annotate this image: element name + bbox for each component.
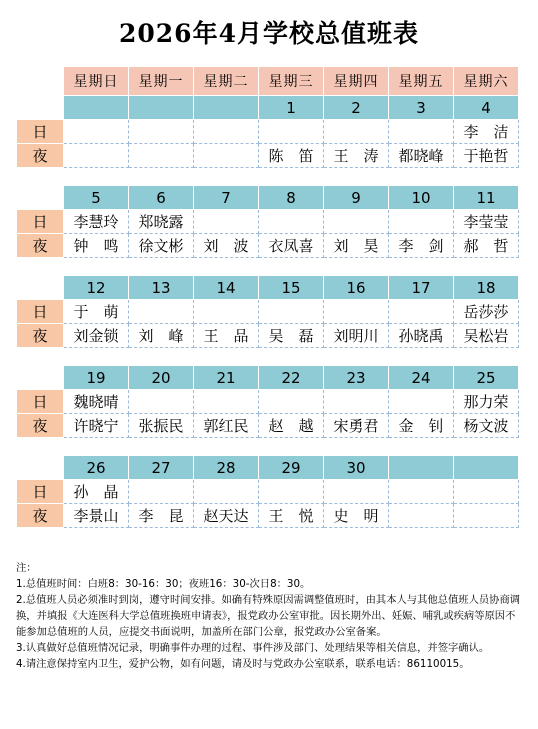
note-item: 4.请注意保持室内卫生，爱护公物，如有问题，请及时与党政办公室联系，联系电话：86110015。 xyxy=(16,658,470,670)
date-cell: 30 xyxy=(324,456,389,480)
date-cell: 13 xyxy=(129,276,194,300)
night-duty-cell: 于艳哲 xyxy=(454,144,519,168)
night-duty-cell: 王 品 xyxy=(194,324,259,348)
day-duty-cell xyxy=(129,480,194,504)
night-duty-cell: 李景山 xyxy=(64,504,129,528)
day-duty-cell xyxy=(194,300,259,324)
date-cell: 15 xyxy=(259,276,324,300)
date-cell: 14 xyxy=(194,276,259,300)
night-shift-label: 夜 xyxy=(17,144,64,168)
day-duty-cell xyxy=(389,120,454,144)
night-shift-row xyxy=(17,234,519,258)
date-cell: 27 xyxy=(129,456,194,480)
day-duty-cell: 于 萌 xyxy=(64,300,129,324)
date-row xyxy=(17,186,519,210)
night-duty-cell: 吴 磊 xyxy=(259,324,324,348)
date-cell xyxy=(129,96,194,120)
week-spacer xyxy=(17,438,519,456)
night-duty-cell: 刘 峰 xyxy=(129,324,194,348)
day-duty-cell xyxy=(389,300,454,324)
night-shift-row xyxy=(17,144,519,168)
day-duty-cell xyxy=(324,120,389,144)
night-duty-cell: 赵天达 xyxy=(194,504,259,528)
date-cell: 21 xyxy=(194,366,259,390)
date-row-corner xyxy=(17,276,64,300)
date-cell: 9 xyxy=(324,186,389,210)
night-duty-cell: 刘 昊 xyxy=(324,234,389,258)
date-cell: 11 xyxy=(454,186,519,210)
night-duty-cell: 许晓宁 xyxy=(64,414,129,438)
weekday-header-row xyxy=(17,67,519,96)
date-cell: 10 xyxy=(389,186,454,210)
night-duty-cell: 宋勇君 xyxy=(324,414,389,438)
duty-schedule-table xyxy=(16,66,519,528)
spacer-cell xyxy=(17,438,64,456)
day-duty-cell xyxy=(194,480,259,504)
day-duty-cell xyxy=(454,480,519,504)
day-duty-cell xyxy=(324,300,389,324)
day-duty-cell: 那力荣 xyxy=(454,390,519,414)
spacer-cell xyxy=(17,168,64,186)
day-duty-cell xyxy=(259,480,324,504)
day-duty-cell xyxy=(389,390,454,414)
day-duty-cell xyxy=(64,120,129,144)
night-duty-cell: 赵 越 xyxy=(259,414,324,438)
night-duty-cell: 刘明川 xyxy=(324,324,389,348)
night-duty-cell: 张振民 xyxy=(129,414,194,438)
date-cell: 16 xyxy=(324,276,389,300)
night-duty-cell xyxy=(194,144,259,168)
night-duty-cell xyxy=(64,144,129,168)
night-shift-row xyxy=(17,324,519,348)
day-shift-label: 日 xyxy=(17,390,64,414)
spacer-cell xyxy=(17,348,64,366)
day-duty-cell: 李莹莹 xyxy=(454,210,519,234)
weekday-header: 星期一 xyxy=(129,67,194,96)
night-shift-label: 夜 xyxy=(17,324,64,348)
day-duty-cell xyxy=(259,210,324,234)
date-cell: 5 xyxy=(64,186,129,210)
date-row xyxy=(17,96,519,120)
note-item: 2.总值班人员必须准时到岗，遵守时间安排。如确有特殊原因需调整值班时，由其本人与其他总值班人员协商调换，并填报《大连医科大学总值班换班申请表》，报党政办公室审批。因长期外出、妊娠、哺乳或疾病等原因不能参加总值班的人员，应提交书面说明，加盖所在部门公章，报党政办公室备案。 xyxy=(16,594,521,638)
day-duty-cell: 岳莎莎 xyxy=(454,300,519,324)
date-cell xyxy=(194,96,259,120)
date-cell: 26 xyxy=(64,456,129,480)
night-duty-cell: 杨文波 xyxy=(454,414,519,438)
day-duty-cell: 李 洁 xyxy=(454,120,519,144)
night-duty-cell: 李 剑 xyxy=(389,234,454,258)
date-cell xyxy=(64,96,129,120)
day-duty-cell xyxy=(389,210,454,234)
day-duty-cell xyxy=(324,480,389,504)
date-cell: 23 xyxy=(324,366,389,390)
date-row-corner xyxy=(17,456,64,480)
day-duty-cell: 郑晓露 xyxy=(129,210,194,234)
night-duty-cell: 衣凤喜 xyxy=(259,234,324,258)
night-duty-cell: 孙晓禹 xyxy=(389,324,454,348)
day-shift-row xyxy=(17,480,519,504)
day-shift-row xyxy=(17,210,519,234)
night-duty-cell: 吴松岩 xyxy=(454,324,519,348)
date-cell: 8 xyxy=(259,186,324,210)
day-shift-row xyxy=(17,390,519,414)
date-cell: 17 xyxy=(389,276,454,300)
night-shift-row xyxy=(17,414,519,438)
weekday-header: 星期五 xyxy=(389,67,454,96)
night-duty-cell: 陈 笛 xyxy=(259,144,324,168)
week-spacer xyxy=(17,348,519,366)
day-duty-cell xyxy=(259,390,324,414)
spacer-cell xyxy=(64,168,519,186)
date-cell: 7 xyxy=(194,186,259,210)
notes-heading: 注： xyxy=(16,562,37,574)
night-duty-cell: 金 钊 xyxy=(389,414,454,438)
date-cell: 6 xyxy=(129,186,194,210)
date-cell xyxy=(389,456,454,480)
night-duty-cell: 王 涛 xyxy=(324,144,389,168)
day-shift-label: 日 xyxy=(17,120,64,144)
day-duty-cell xyxy=(324,390,389,414)
day-duty-cell xyxy=(389,480,454,504)
day-duty-cell xyxy=(129,390,194,414)
day-duty-cell: 孙 晶 xyxy=(64,480,129,504)
day-duty-cell xyxy=(129,120,194,144)
night-duty-cell: 钟 鸣 xyxy=(64,234,129,258)
date-row xyxy=(17,276,519,300)
week-spacer xyxy=(17,168,519,186)
note-item: 1.总值班时间：白班8：30-16：30；夜班16：30-次日8：30。 xyxy=(16,578,311,590)
night-duty-cell xyxy=(454,504,519,528)
weekday-header: 星期日 xyxy=(64,67,129,96)
night-duty-cell xyxy=(389,504,454,528)
date-cell: 25 xyxy=(454,366,519,390)
night-duty-cell: 刘 波 xyxy=(194,234,259,258)
date-cell: 1 xyxy=(259,96,324,120)
night-duty-cell: 郭红民 xyxy=(194,414,259,438)
night-shift-label: 夜 xyxy=(17,504,64,528)
weekday-header: 星期二 xyxy=(194,67,259,96)
spacer-cell xyxy=(64,258,519,276)
date-cell: 4 xyxy=(454,96,519,120)
weekday-header: 星期四 xyxy=(324,67,389,96)
date-cell: 24 xyxy=(389,366,454,390)
night-shift-label: 夜 xyxy=(17,414,64,438)
night-duty-cell: 王 悦 xyxy=(259,504,324,528)
day-duty-cell xyxy=(324,210,389,234)
day-shift-label: 日 xyxy=(17,210,64,234)
date-row xyxy=(17,456,519,480)
page-title: 2026年4月学校总值班表 xyxy=(119,19,419,48)
spacer-cell xyxy=(64,348,519,366)
day-duty-cell xyxy=(194,390,259,414)
day-shift-label: 日 xyxy=(17,300,64,324)
day-duty-cell: 李慧玲 xyxy=(64,210,129,234)
day-shift-row xyxy=(17,120,519,144)
night-shift-row xyxy=(17,504,519,528)
day-duty-cell xyxy=(259,120,324,144)
night-duty-cell: 史 明 xyxy=(324,504,389,528)
day-duty-cell xyxy=(129,300,194,324)
weekday-header: 星期六 xyxy=(454,67,519,96)
date-cell: 19 xyxy=(64,366,129,390)
night-duty-cell: 刘金锁 xyxy=(64,324,129,348)
day-shift-row xyxy=(17,300,519,324)
night-shift-label: 夜 xyxy=(17,234,64,258)
date-cell: 29 xyxy=(259,456,324,480)
night-duty-cell: 李 昆 xyxy=(129,504,194,528)
day-duty-cell: 魏晓晴 xyxy=(64,390,129,414)
date-cell: 22 xyxy=(259,366,324,390)
spacer-cell xyxy=(17,258,64,276)
date-row xyxy=(17,366,519,390)
day-duty-cell xyxy=(259,300,324,324)
date-row-corner xyxy=(17,366,64,390)
header-corner xyxy=(17,67,64,96)
date-cell: 20 xyxy=(129,366,194,390)
date-cell: 28 xyxy=(194,456,259,480)
date-row-corner xyxy=(17,96,64,120)
date-cell: 3 xyxy=(389,96,454,120)
night-duty-cell: 郝 哲 xyxy=(454,234,519,258)
date-cell: 12 xyxy=(64,276,129,300)
week-spacer xyxy=(17,258,519,276)
date-cell: 2 xyxy=(324,96,389,120)
spacer-cell xyxy=(64,438,519,456)
night-duty-cell xyxy=(129,144,194,168)
notes-section xyxy=(16,560,524,672)
weekday-header: 星期三 xyxy=(259,67,324,96)
day-shift-label: 日 xyxy=(17,480,64,504)
note-item: 3.认真做好总值班情况记录，明确事件办理的过程、事件涉及部门、处理结果等相关信息，并签字确认。 xyxy=(16,642,490,654)
day-duty-cell xyxy=(194,120,259,144)
night-duty-cell: 都晓峰 xyxy=(389,144,454,168)
date-cell: 18 xyxy=(454,276,519,300)
day-duty-cell xyxy=(194,210,259,234)
date-row-corner xyxy=(17,186,64,210)
night-duty-cell: 徐文彬 xyxy=(129,234,194,258)
date-cell xyxy=(454,456,519,480)
